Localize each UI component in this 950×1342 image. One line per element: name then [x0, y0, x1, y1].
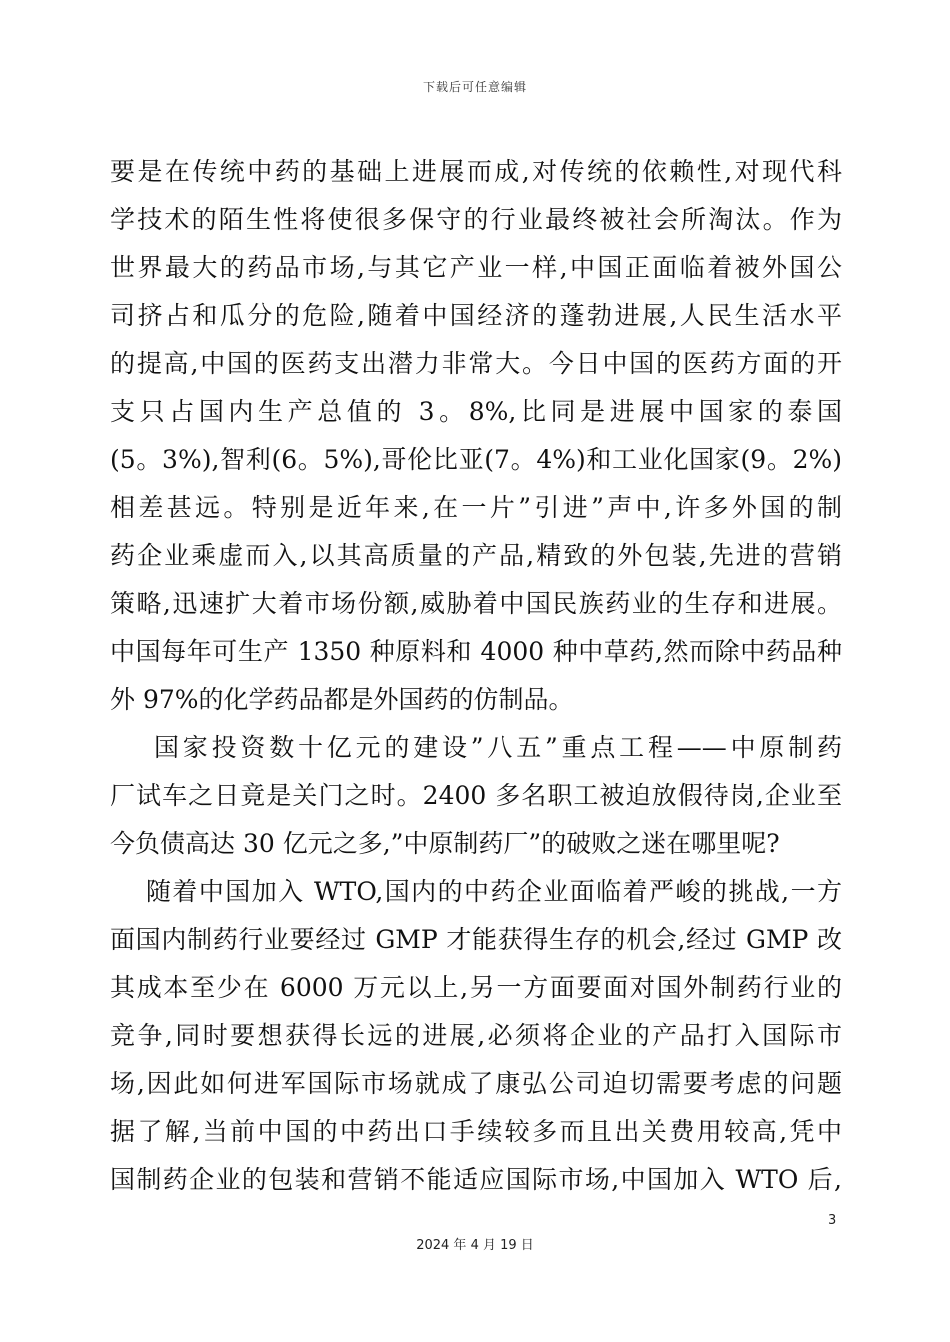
text-line: 世界最大的药品市场,与其它产业一样,中国正面临着被外国公 — [110, 253, 842, 282]
text-line: 策略,迅速扩大着市场份额,威胁着中国民族药业的生存和进展。 — [110, 589, 842, 618]
text-line: 国制药企业的包装和营销不能适应国际市场,中国加入 WTO 后, — [110, 1165, 842, 1194]
text-line: 的提高,中国的医药支出潜力非常大。今日中国的医药方面的开 — [110, 349, 842, 378]
text-line: 司挤占和瓜分的危险,随着中国经济的蓬勃进展,人民生活水平 — [110, 301, 842, 330]
text-line: 支只占国内生产总值的 3。8%,比同是进展中国家的泰国 — [110, 397, 842, 426]
text-line: 其成本至少在 6000 万元以上,另一方面要面对国外制药行业的 — [110, 973, 842, 1002]
text-line: (5。3%),智利(6。5%),哥伦比亚(7。4%)和工业化国家(9。2%) — [110, 445, 842, 474]
text-line: 药企业乘虚而入,以其高质量的产品,精致的外包装,先进的营销 — [110, 541, 842, 570]
page-footer-date: 2024 年 4 月 19 日 — [416, 1238, 534, 1253]
text-line: 相差甚远。特别是近年来,在一片”引进”声中,许多外国的制 — [110, 493, 842, 522]
text-line: 厂试车之日竟是关门之时。2400 多名职工被迫放假待岗,企业至 — [110, 781, 842, 810]
paragraph-first-line: 随着中国加入 WTO,国内的中药企业面临着严峻的挑战,一方 — [146, 877, 842, 906]
text-line: 要是在传统中药的基础上进展而成,对传统的依赖性,对现代科 — [110, 157, 842, 186]
text-line: 外 97%的化学药品都是外国药的仿制品。 — [110, 685, 574, 714]
text-line: 学技术的陌生性将使很多保守的行业最终被社会所淘汰。作为 — [110, 205, 842, 234]
paragraph-first-line: 国家投资数十亿元的建设”八五”重点工程——中原制药 — [154, 733, 842, 762]
text-line: 竞争,同时要想获得长远的进展,必须将企业的产品打入国际市 — [110, 1021, 842, 1050]
text-line: 场,因此如何进军国际市场就成了康弘公司迫切需要考虑的问题 — [110, 1069, 842, 1098]
page-header: 下载后可任意编辑 — [422, 80, 527, 94]
text-line: 中国每年可生产 1350 种原料和 4000 种中草药,然而除中药品种 — [110, 637, 842, 666]
text-line: 面国内制药行业要经过 GMP 才能获得生存的机会,经过 GMP 改 — [110, 925, 842, 954]
text-line: 今负债高达 30 亿元之多,”中原制药厂”的破败之迷在哪里呢? — [110, 829, 780, 858]
text-line: 据了解,当前中国的中药出口手续较多而且出关费用较高,凭中 — [110, 1117, 842, 1146]
body-text — [110, 148, 842, 1204]
page-number: 3 — [828, 1213, 837, 1228]
